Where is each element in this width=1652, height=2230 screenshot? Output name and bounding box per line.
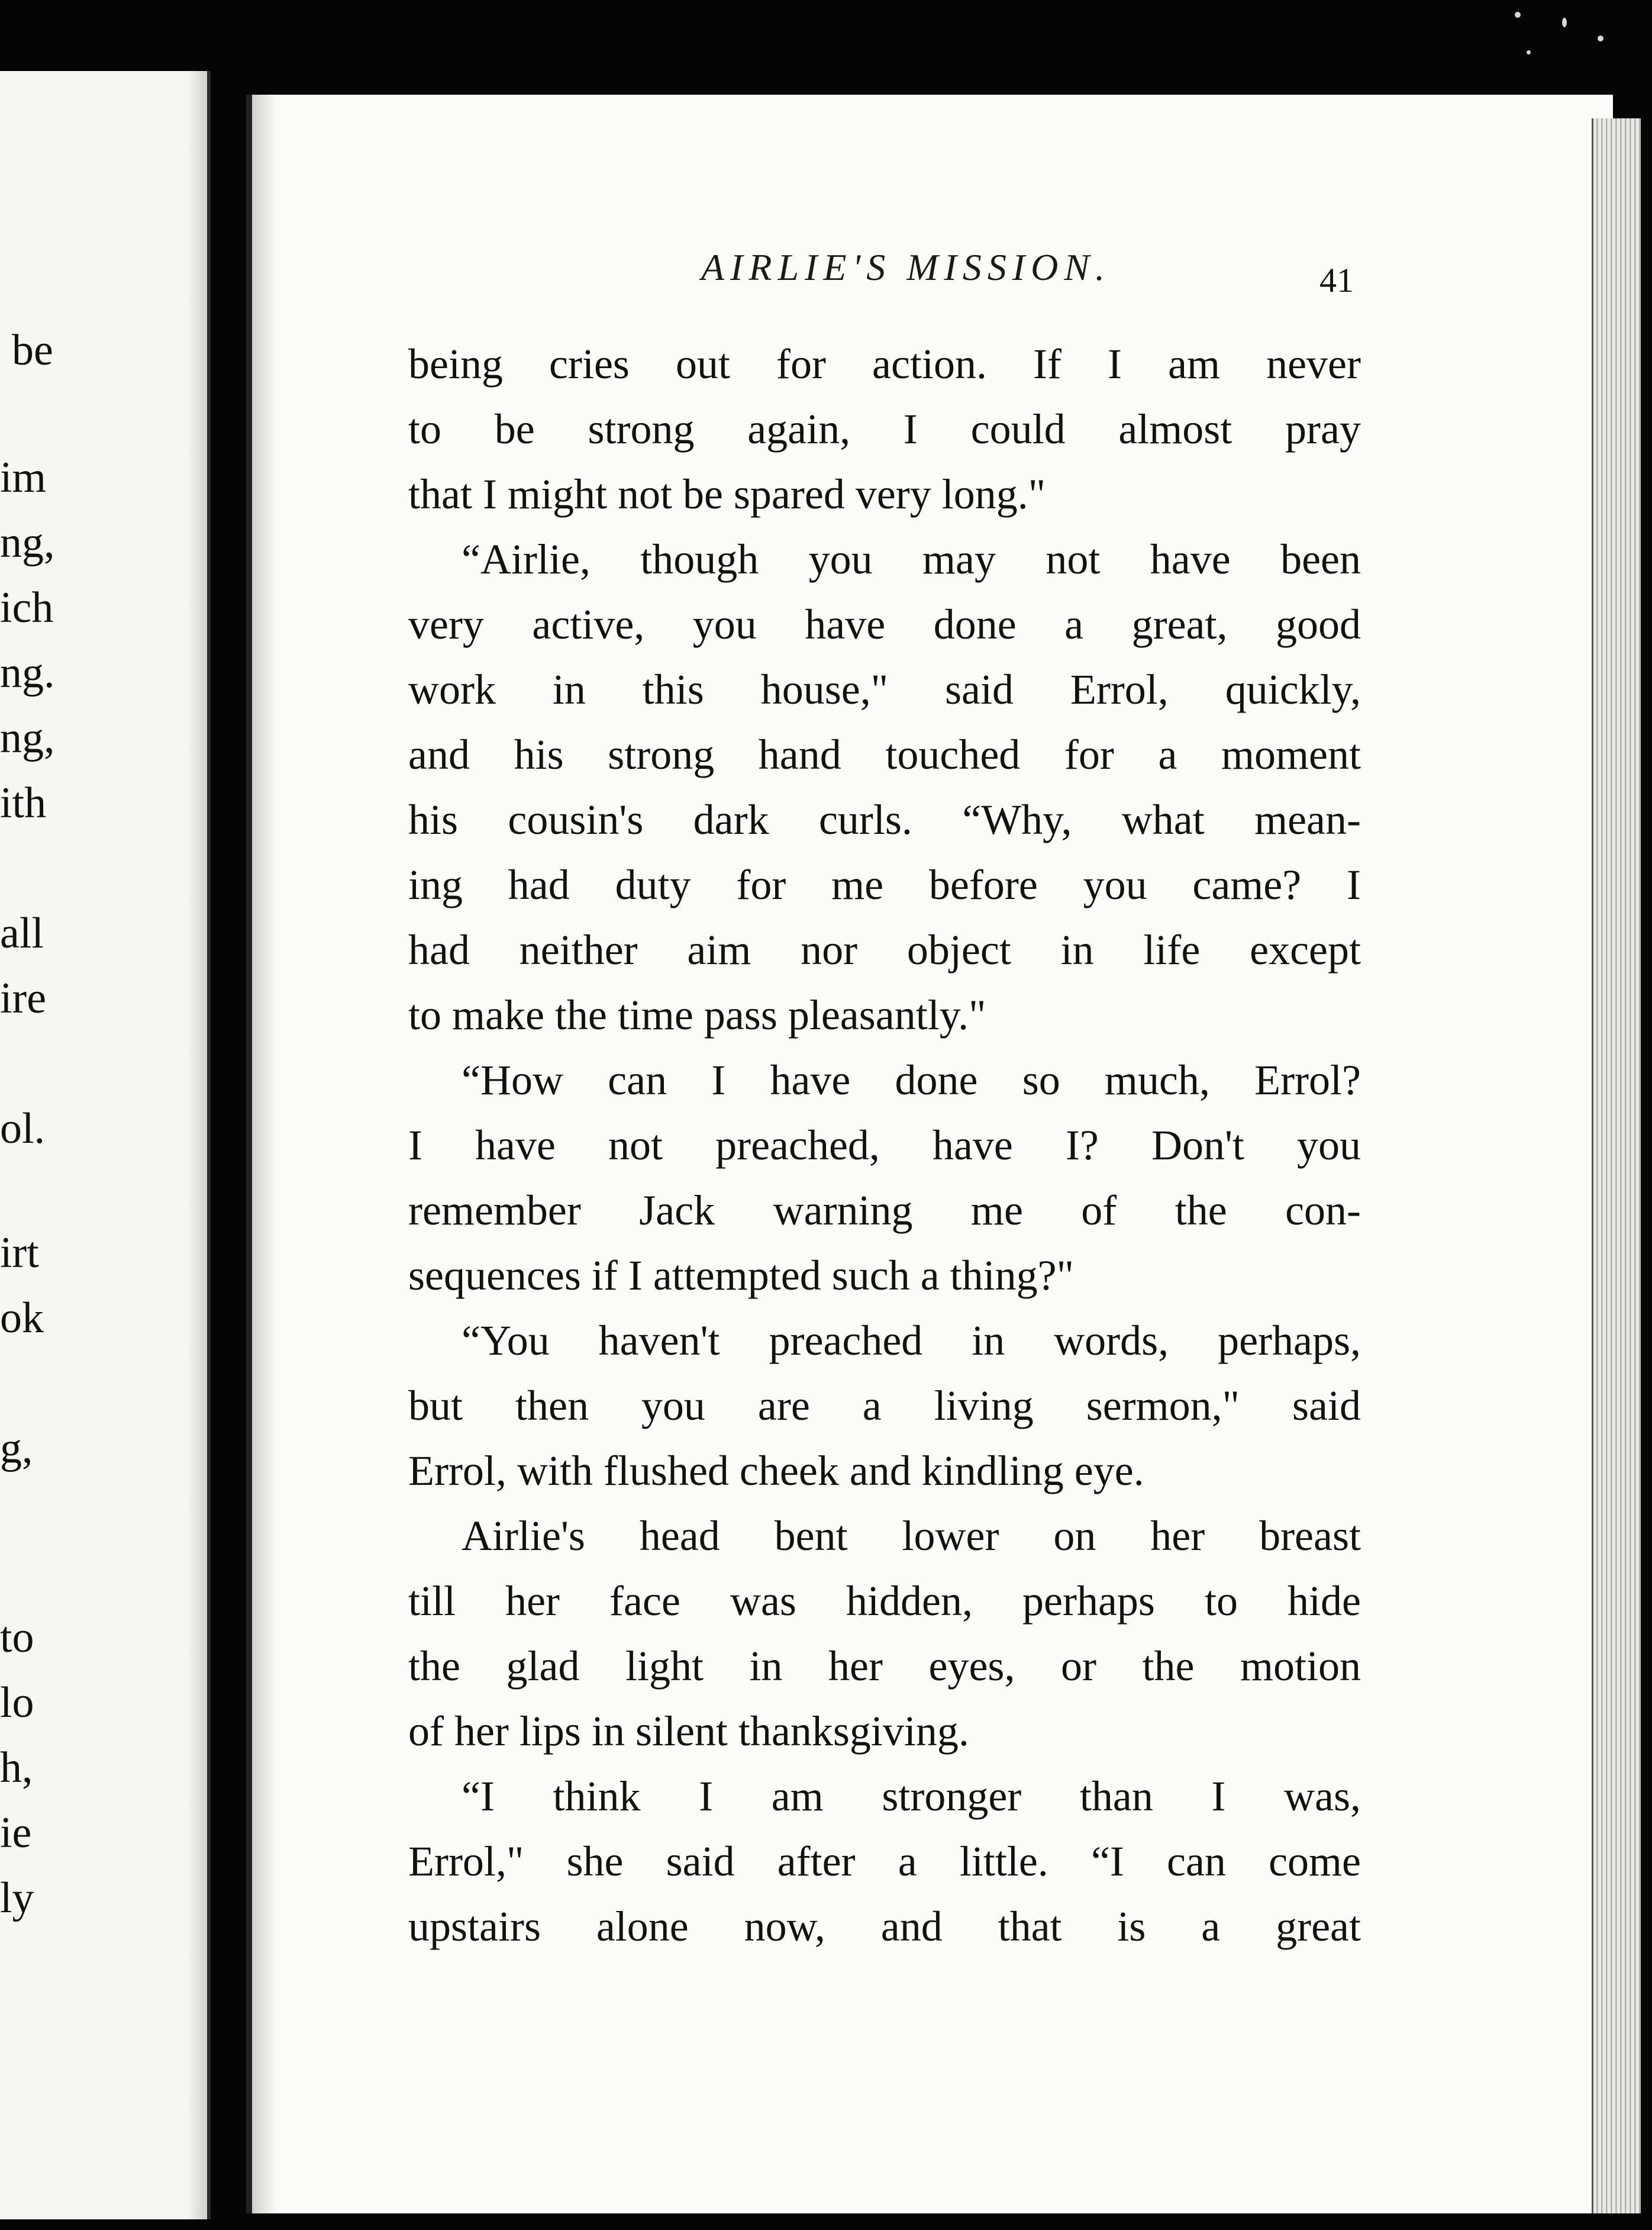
text-line: work in this house," said Errol, quickly, [408, 666, 1361, 713]
left-page-fragment: g, [0, 1424, 33, 1472]
text-line: till her face was hidden, perhaps to hide [408, 1577, 1361, 1625]
text-line: “Airlie, though you may not have been [462, 536, 1361, 583]
text-line: but then you are a living sermon," said [408, 1382, 1361, 1429]
text-line: his cousin's dark curls. “Why, what mean- [408, 796, 1361, 843]
left-page-fragment: ich [0, 584, 54, 632]
left-gutter-shadow [187, 71, 207, 2219]
body-text [408, 331, 1361, 1959]
left-page-fragment: to [0, 1613, 34, 1662]
page-number: 41 [1319, 261, 1354, 299]
text-line: Airlie's head bent lower on her breast [462, 1512, 1361, 1559]
scan-speck [1562, 18, 1567, 27]
text-line: that I might not be spared very long." [408, 471, 1046, 518]
left-page-fragment: im [0, 453, 47, 502]
text-line: to make the time pass pleasantly." [408, 991, 986, 1039]
scan-speck [1598, 36, 1603, 41]
text-line: “You haven't preached in words, perhaps, [462, 1317, 1361, 1364]
text-line: “I think I am stronger than I was, [462, 1773, 1361, 1820]
text-line: very active, you have done a great, good [408, 601, 1361, 648]
text-line: Errol, with flushed cheek and kindling eye. [408, 1447, 1144, 1494]
page-edges [1592, 118, 1641, 2213]
left-page-fragment: all [0, 909, 44, 958]
left-page-fragment: ol. [0, 1104, 46, 1153]
left-page-fragment: be [12, 326, 53, 375]
text-line: the glad light in her eyes, or the motion [408, 1642, 1361, 1690]
text-line: remember Jack warning me of the con- [408, 1187, 1361, 1234]
left-page-fragment: ly [0, 1874, 34, 1922]
right-gutter-shadow [252, 95, 277, 2213]
left-page-fragment: lo [0, 1678, 34, 1727]
left-page-fragment: ith [0, 779, 47, 827]
left-page-fragment: ng. [0, 649, 55, 697]
text-line: “How can I have done so much, Errol? [462, 1056, 1361, 1104]
text-line: being cries out for action. If I am never [408, 340, 1361, 388]
left-page-fragment: ire [0, 974, 47, 1023]
left-page-fragment: irt [0, 1229, 39, 1277]
left-page-fragment: ng, [0, 518, 55, 567]
text-line: had neither aim nor object in life except [408, 926, 1361, 974]
text-line: of her lips in silent thanksgiving. [408, 1707, 969, 1755]
text-line: and his strong hand touched for a moment [408, 731, 1361, 778]
left-page-fragment: ng, [0, 714, 55, 762]
left-page-fragment: h, [0, 1744, 33, 1792]
scan-speck [1515, 12, 1521, 18]
scan-speck [1527, 50, 1531, 54]
text-line: I have not preached, have I? Don't you [408, 1122, 1361, 1169]
running-head: AIRLIE'S MISSION. [701, 246, 1111, 288]
text-line: ing had duty for me before you came? I [408, 861, 1361, 908]
text-line: to be strong again, I could almost pray [408, 405, 1361, 453]
text-line: Errol," she said after a little. “I can come [408, 1838, 1361, 1885]
text-line: sequences if I attempted such a thing?" [408, 1252, 1074, 1299]
left-page-fragment: ie [0, 1809, 32, 1857]
left-page-fragment: ok [0, 1294, 44, 1342]
text-line: upstairs alone now, and that is a great [408, 1903, 1361, 1950]
